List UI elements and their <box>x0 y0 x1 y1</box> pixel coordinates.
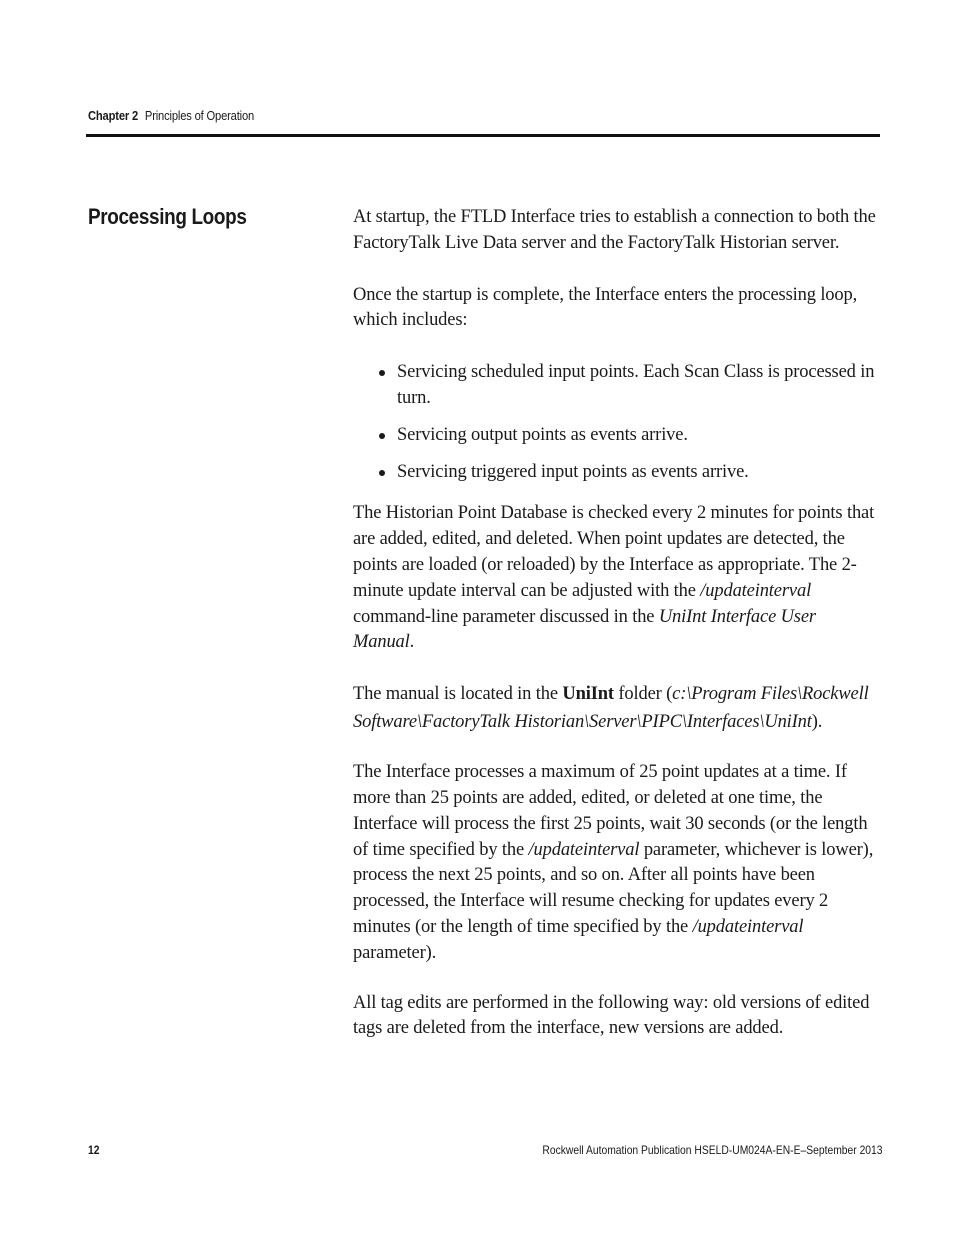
manual-path: c:\Program Files\Rockwell Software\FactoryTalk Historian\Server\PIPC\Interfaces\UniInt <box>353 684 869 733</box>
paragraph-manual-location: The manual is located in the UniInt folder (c:\Program Files\Rockwell Software\FactoryTalk Historian\Server\PIPC\Interfaces\UniInt). <box>353 684 869 733</box>
paragraph-database-check: The Historian Point Database is checked every 2 minutes for points that are added, edited, and deleted. When point updates are detected, the points are loaded (or reloaded) by the Interface as appropriate. The 2-minute update interval can be adjusted with the /updateinterval command-line parameter discussed in the UniInt Interface User Manual. <box>353 503 875 653</box>
running-header <box>88 108 254 123</box>
paragraph-update-limit: The Interface processes a maximum of 25 point updates at a time. If more than 25 points are added, edited, or deleted at one time, the Interface will process the first 25 points, wait 30 seconds (or the length of time specified by the /updateinterval parameter, whichever is lower), process the next 25 points, and so on. After all points have been processed, the Interface will resume checking for updates every 2 minutes (or the length of time specified by the /updateinterval parameter). <box>353 762 874 963</box>
section-title: Processing Loops <box>88 204 247 229</box>
page-number: 12 <box>88 1143 100 1157</box>
header-rule <box>86 134 880 137</box>
list-item: Servicing output points as events arrive. <box>379 423 879 449</box>
paragraph-startup: At startup, the FTLD Interface tries to establish a connection to both the FactoryTalk Live Data server and the FactoryTalk Historian server. <box>353 207 876 253</box>
chapter-label: Chapter 2 <box>88 108 139 123</box>
param-updateinterval: /updateinterval <box>692 916 804 937</box>
manual-title: UniInt Interface User Manual <box>353 606 816 653</box>
bullet-list <box>353 360 879 485</box>
chapter-title: Principles of Operation <box>144 108 255 123</box>
param-updateinterval: /updateinterval <box>528 839 640 860</box>
paragraph-tag-edits: All tag edits are performed in the following way: old versions of edited tags are deleted from the interface, new versions are added. <box>353 992 870 1039</box>
folder-name: UniInt <box>562 684 614 705</box>
body-text <box>353 205 879 1066</box>
publication-info: Rockwell Automation Publication HSELD-UM024A-EN-E–September 2013 <box>542 1143 883 1157</box>
list-item: Servicing triggered input points as events arrive. <box>379 460 879 486</box>
list-item: Servicing scheduled input points. Each Scan Class is processed in turn. <box>379 360 879 412</box>
paragraph-processing-loop: Once the startup is complete, the Interface enters the processing loop, which includes: <box>353 284 858 331</box>
param-updateinterval: /updateinterval <box>700 580 812 601</box>
